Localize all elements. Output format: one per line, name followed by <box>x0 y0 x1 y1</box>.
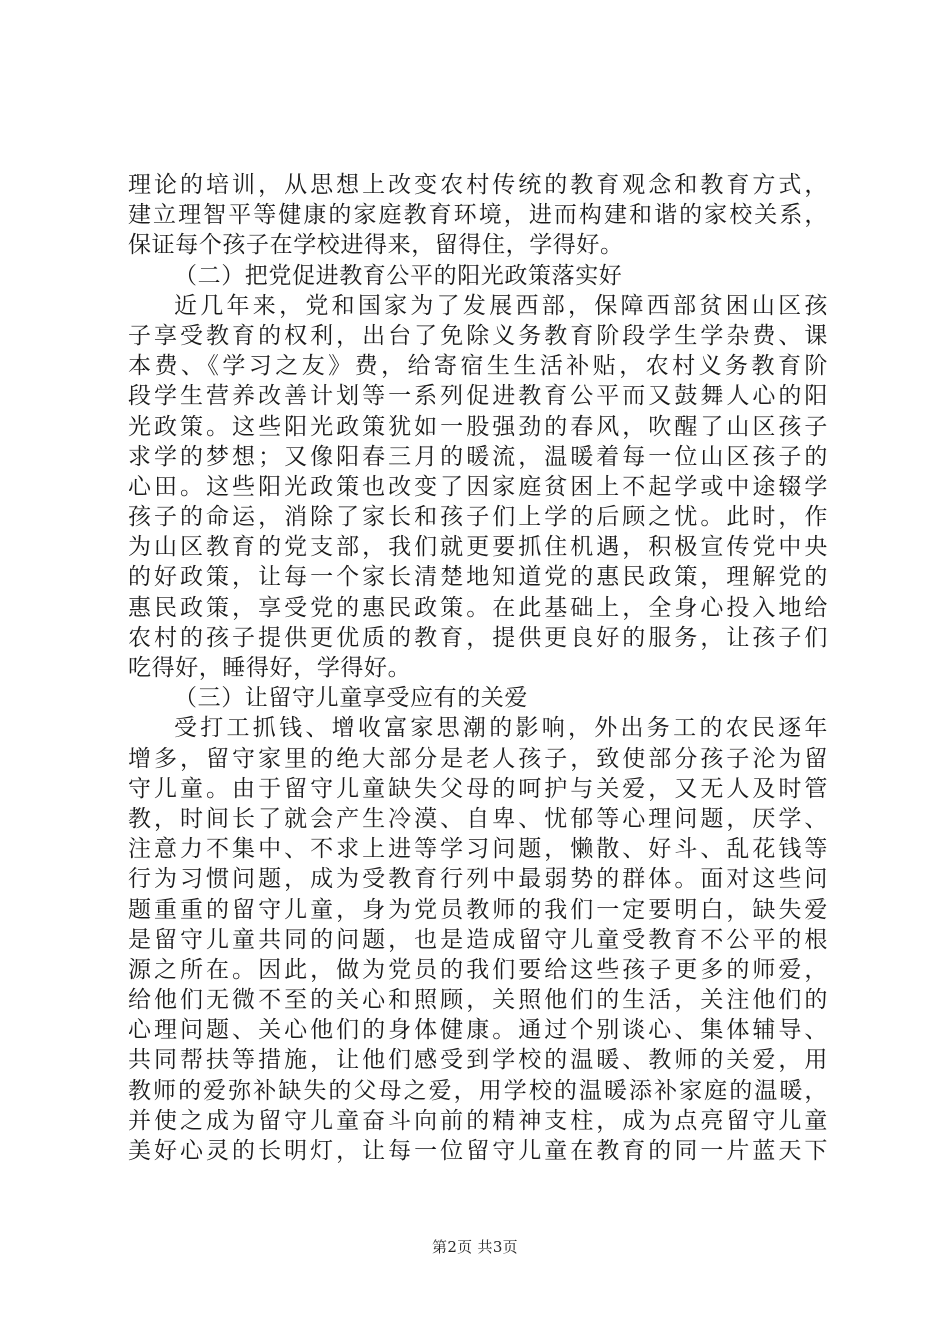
body-line: 近几年来，党和国家为了发展西部，保障西部贫困山区孩 <box>174 292 828 319</box>
body-line: 教，时间长了就会产生冷漠、自卑、忧郁等心理问题，厌学、 <box>128 805 828 832</box>
body-line: 惠民政策，享受党的惠民政策。在此基础上，全身心投入地给 <box>128 594 828 621</box>
body-line: 的好政策，让每一个家长清楚地知道党的惠民政策，理解党的 <box>128 564 828 591</box>
body-line: 教师的爱弥补缺失的父母之爱，用学校的温暖添补家庭的温暖， <box>128 1077 828 1104</box>
body-line: 吃得好，睡得好，学得好。 <box>128 655 412 681</box>
body-line: 增多，留守家里的绝大部分是老人孩子，致使部分孩子沦为留 <box>128 745 828 772</box>
body-line: 段学生营养改善计划等一系列促进教育公平而又鼓舞人心的阳 <box>128 383 828 410</box>
body-line: 本费、《学习之友》费，给寄宿生生活补贴，农村义务教育阶 <box>128 353 828 380</box>
body-line: 心理问题、关心他们的身体健康。通过个别谈心、集体辅导、 <box>128 1017 828 1044</box>
body-line: 源之所在。因此，做为党员的我们要给这些孩子更多的师爱， <box>128 956 828 983</box>
document-body <box>128 170 828 1166</box>
body-line: 注意力不集中、不求上进等学习问题，懒散、好斗、乱花钱等 <box>128 836 828 863</box>
body-line: 求学的梦想；又像阳春三月的暖流，温暖着每一位山区孩子的 <box>128 443 828 470</box>
body-line: 题重重的留守儿童，身为党员教师的我们一定要明白，缺失爱 <box>128 896 828 923</box>
body-line: 为山区教育的党支部，我们就更要抓住机遇，积极宣传党中央 <box>128 534 828 561</box>
body-line: 光政策。这些阳光政策犹如一股强劲的春风，吹醒了山区孩子 <box>128 413 828 440</box>
body-line: 行为习惯问题，成为受教育行列中最弱势的群体。面对这些问 <box>128 866 828 893</box>
body-line: 并使之成为留守儿童奋斗向前的精神支柱，成为点亮留守儿童 <box>128 1107 828 1134</box>
body-line: 守儿童。由于留守儿童缺失父母的呵护与关爱，又无人及时管 <box>128 775 828 802</box>
body-line: 子享受教育的权利，出台了免除义务教育阶段学生学杂费、课 <box>128 322 828 349</box>
body-line: 农村的孩子提供更优质的教育，提供更良好的服务，让孩子们 <box>128 624 828 651</box>
body-line: 保证每个孩子在学校进得来，留得住，学得好。 <box>128 232 624 259</box>
section-heading: （三）让留守儿童享受应有的关爱 <box>174 685 528 712</box>
body-line: 心田。这些阳光政策也改变了因家庭贫困上不起学或中途辍学 <box>128 473 828 500</box>
body-line: 共同帮扶等措施，让他们感受到学校的温暖、教师的关爱，用 <box>128 1047 828 1074</box>
body-line: 建立理智平等健康的家庭教育环境，进而构建和谐的家校关系， <box>128 202 828 229</box>
page-number-footer: 第2页 共3页 <box>432 1238 518 1256</box>
body-line: 给他们无微不至的关心和照顾，关照他们的生活，关注他们的 <box>128 987 828 1014</box>
body-line: 美好心灵的长明灯，让每一位留守儿童在教育的同一片蓝天下 <box>128 1138 828 1164</box>
body-line: 受打工抓钱、增收富家思潮的影响，外出务工的农民逐年 <box>174 715 828 742</box>
section-heading: （二）把党促进教育公平的阳光政策落实好 <box>174 262 623 289</box>
body-line: 孩子的命运，消除了家长和孩子们上学的后顾之忧。此时，作 <box>128 504 828 531</box>
body-line: 理论的培训，从思想上改变农村传统的教育观念和教育方式， <box>128 172 828 198</box>
body-line: 是留守儿童共同的问题，也是造成留守儿童受教育不公平的根 <box>128 926 828 953</box>
